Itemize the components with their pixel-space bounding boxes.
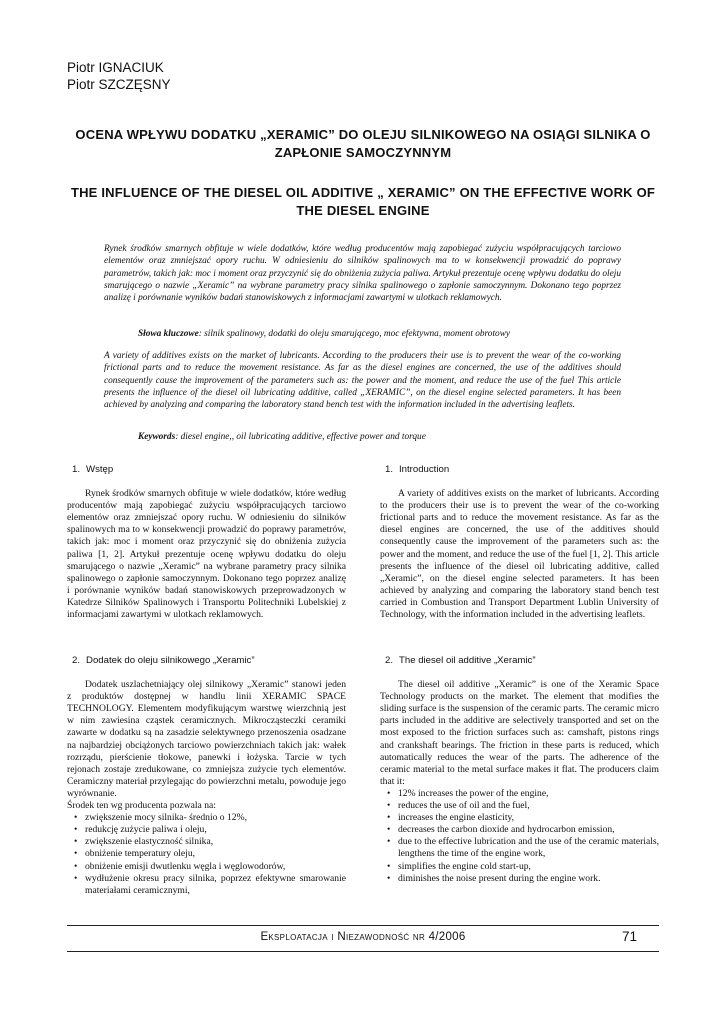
paragraph: Rynek środków smarnych obfituje w wiele dodatków, które według producentów mają zapobiegać zużyciu współpracujących tarciowo elementów oraz zmniejszać opory ruchu. W odniesieniu do silników spalinowych ma to w konsekwencji prowadzić do poprawy parametrów, takich jak: moc i moment oraz przyczynić się do obniżenia zużycia paliwa [1, 2]. Artykuł prezentuje ocenę wpływu dodatku do oleju smarującego o nazwie „Xeramic” na wybrane parametry pracy silnika spalinowego o zapłonie samoczynnym. Dokonano tego poprzez analizę i porównanie wyników badań stanowiskowych przeprowadzonych w Katedrze Silników Spalinowych i Transportu Politechniki Lubelskiej z informacjami zawartymi w ulotkach reklamowych.: [67, 488, 346, 621]
list-item: • simplifies the engine cold start-up,: [398, 861, 659, 873]
column-polish-section-2: [67, 655, 346, 897]
list-item: • 12% increases the power of the engine,: [398, 788, 659, 800]
section-number: 2.: [385, 655, 394, 666]
paragraph: Środek ten wg producenta pozwala na:: [67, 800, 216, 812]
section-number: 1.: [72, 464, 81, 475]
bullet-list: [67, 812, 346, 897]
section-title: The diesel oil additive „Xeramic”: [399, 655, 536, 666]
author-name: Piotr IGNACIUK: [67, 60, 164, 75]
keywords-polish: [138, 329, 510, 339]
column-polish: [67, 464, 346, 621]
column-english: [380, 464, 659, 621]
keywords-text: : silnik spalinowy, dodatki do oleju smarującego, moc efektywna, moment obrotowy: [198, 329, 511, 339]
section-title: Dodatek do oleju silnikowego „Xeramic”: [86, 655, 255, 666]
authors: [67, 59, 171, 93]
list-item: • diminishes the noise present during the engine work.: [398, 873, 659, 885]
footer-rule-top: [67, 925, 659, 926]
section-number: 1.: [385, 464, 394, 475]
list-item: • increases the engine elasticity,: [398, 812, 659, 824]
section-heading: [72, 464, 346, 476]
list-item: • zwiększenie mocy silnika- średnio o 12%,: [85, 812, 346, 824]
section-heading: [385, 464, 659, 476]
title-polish: OCENA WPŁYWU DODATKU „XERAMIC” DO OLEJU SILNIKOWEGO NA OSIĄGI SILNIKA O ZAPŁONIE SAMOCZYNNYM: [75, 127, 651, 160]
section-title: Introduction: [399, 464, 450, 475]
list-item: • decreases the carbon dioxide and hydrocarbon emission,: [398, 824, 659, 836]
section-heading: [385, 655, 659, 667]
list-item: • zwiększenie elastyczność silnika,: [85, 836, 346, 848]
abstract-polish: Rynek środków smarnych obfituje w wiele dodatków, które według producentów mają zapobiegać zużyciu współpracujących tarciowo elementów oraz zmniejszać opory ruchu. W odniesieniu do silników spalinowych ma to w konsekwencji prowadzić do poprawy parametrów, takich jak: moc i moment oraz przyczynić się do obniżenia zużycia paliwa. Artykuł prezentuje ocenę wpływu dodatku do oleju smarującego o nazwie „Xeramic” na wybrane parametry pracy silnika spalinowego o zapłonie samoczynnym. Dokonano tego poprzez analizę i porównanie wyników badań stanowiskowych z informacjami zawartymi w ulotkach reklamowych.: [104, 244, 621, 304]
list-item: • reduces the use of oil and the fuel,: [398, 800, 659, 812]
section-heading: [72, 655, 346, 667]
list-item: • due to the effective lubrication and the use of the ceramic materials, lengthens the time of the engine work,: [398, 836, 659, 860]
author-name: Piotr SZCZĘSNY: [67, 77, 171, 92]
bullet-list: [380, 788, 659, 885]
keywords-label: Słowa kluczowe: [138, 329, 199, 339]
list-item: • obniżenie temperatury oleju,: [85, 848, 346, 860]
paragraph: The diesel oil additive „Xeramic” is one of the Xeramic Space Technology products on the market. The element that modifies the sliding surface is the suspension of the ceramic parts. The ceramic micro parts included in the additive are selectively transported and set on the most exposed to the friction surfaces such as: camshaft, pistons rings and crankshaft bearings. The friction in these parts is reduced, which automatically reduces the wear of the parts. The adherence of the ceramic material to the metal surface makes it flat. The producers claim that it:: [380, 679, 660, 787]
keywords-english: [138, 432, 426, 442]
abstract-english: A variety of additives exists on the market of lubricants. According to the producers their use is to prevent the wear of the co-working frictional parts and to reduce the movement resistance. As far as the diesel engines are concerned, the use of the additives should consequently cause the improvement of the parameters such as: the power and the moment, and reduce the use of the fuel This article presents the influence of the diesel oil lubricating additive, called „XERAMIC”, on the diesel engine selected parameters. It has been achieved by analyzing and comparing the laboratory stand bench test with the information included in the advertising leaflets.: [104, 351, 621, 411]
column-english-section-2: [380, 655, 659, 885]
list-item: • obniżenie emisji dwutlenku węgla i węglowodorów,: [85, 861, 346, 873]
title-english: THE INFLUENCE OF THE DIESEL OIL ADDITIVE „ XERAMIC” ON THE EFFECTIVE WORK OF THE DIESEL ENGINE: [70, 185, 656, 218]
list-item: • wydłużenie okresu pracy silnika, poprzez efektywne smarowanie materiałami ceramicznymi,: [85, 873, 346, 897]
page-footer: [67, 928, 659, 950]
list-item: • redukcję zużycie paliwa i oleju,: [85, 824, 346, 836]
journal-name: Eksploatacja i Niezawodność nr 4/2006: [260, 931, 466, 943]
section-number: 2.: [72, 655, 81, 666]
keywords-label: Keywords: [138, 432, 176, 442]
paragraph: Dodatek uszlachetniający olej silnikowy „Xeramic” stanowi jeden z produktów dostępnej w handlu linii XERAMIC SPACE TECHNOLOGY. Elementem modyfikującym warstwę wierzchnią jest w nim zawiesina cząstek ceramicznych. Mikrocząsteczki ceramiki zawarte w dodatku są na zasadzie selektywnego przenoszenia osadzane na najbardziej obciążonych tarciowo powierzchniach takich jak: wałek rozrządu, pierścienie tłokowe, panewki i łożyska. Tarcie w tych rejonach zostaje zredukowane, co zmniejsza zużycie tych elementów. Ceramiczny materiał przylegając do powierzchni metalu, powoduje jego wyrównanie.: [67, 679, 346, 799]
keywords-text: : diesel engine,, oil lubricating additive, effective power and torque: [175, 432, 426, 442]
footer-rule-bottom: [67, 951, 659, 952]
page-number: 71: [621, 929, 637, 944]
section-title: Wstęp: [86, 464, 114, 475]
paragraph: A variety of additives exists on the market of lubricants. According to the producers their use is to prevent the wear of the co-working frictional parts and to reduce the movement resistance. As far as the diesel engines are concerned, the use of the additives should consequently cause the improvement of the parameters such as: the power and the moment, and reduce the use of the fuel [1, 2]. This article presents the influence of the diesel oil lubricating additive, called „Xeramic”, on the diesel engine selected parameters. It has been achieved by analyzing and comparing the laboratory stand bench test carried in Combustion and Transport Department Lublin University of Technology, with the information included in the advertising leaflets.: [380, 488, 659, 621]
